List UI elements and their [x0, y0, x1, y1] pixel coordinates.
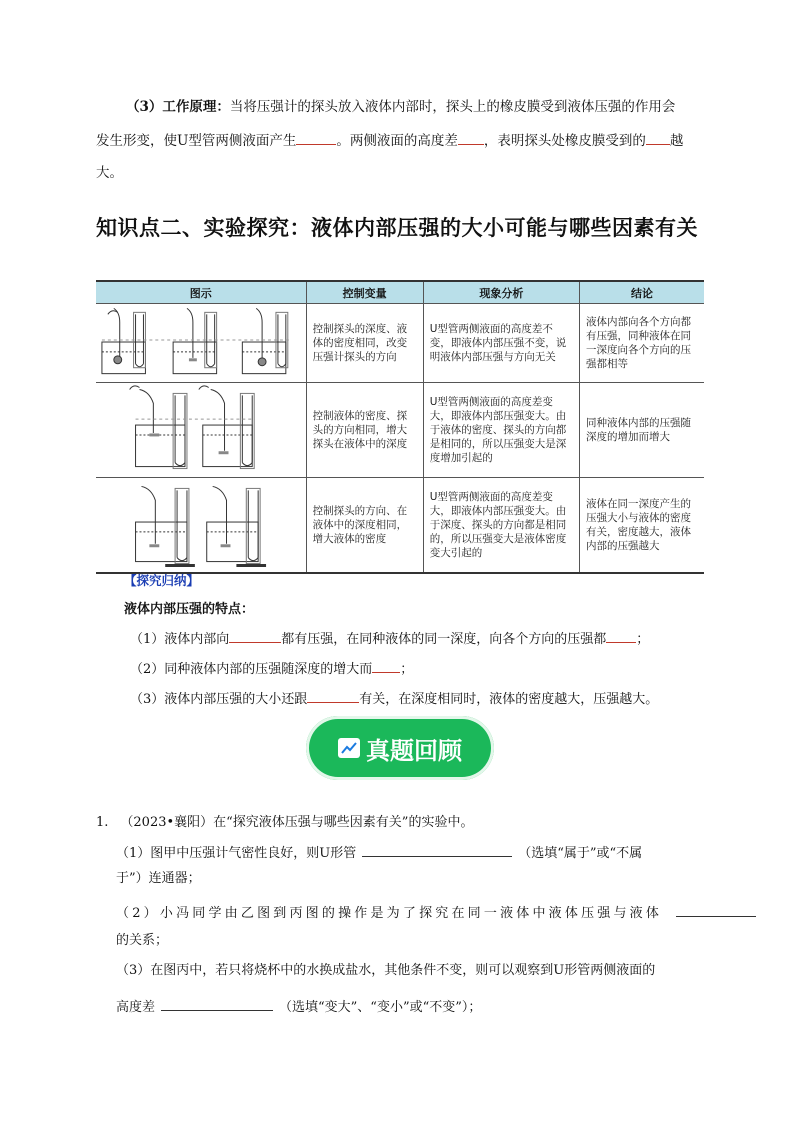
blank-field[interactable]: [296, 130, 336, 145]
question-part-1-cont: 于”）连通器；: [116, 871, 201, 886]
question-part-1: [116, 842, 642, 863]
phenomenon-cell: U型管两侧液面的高度差不变，即液体内部压强不变，说明液体内部压强与方向无关: [423, 304, 579, 383]
principle-text-1: 当将压强计的探头放入液体内部时，探头上的橡皮膜受到液体压强的作用会: [229, 99, 676, 115]
pressure-gauge-depth-diagram: [96, 383, 306, 477]
blank-field[interactable]: [606, 628, 636, 643]
blank-field[interactable]: [646, 130, 670, 145]
table-header: 结论: [580, 281, 704, 304]
answer-field[interactable]: [676, 902, 756, 917]
principle-text-2b: 。两侧液面的高度差: [336, 133, 458, 149]
experiment-table: [96, 280, 704, 574]
answer-field[interactable]: [362, 842, 512, 857]
question-number: 1.: [96, 815, 109, 830]
summary-item-1-text-b: 都有压强，在同种液体的同一深度，向各个方向的压强都: [281, 632, 607, 647]
question-line-1: [96, 814, 473, 832]
diagram-cell: [96, 478, 306, 574]
review-badge: [306, 716, 494, 780]
principle-label: （3）工作原理：: [126, 99, 230, 115]
question-part-2-text-a: （2）小冯同学由乙图到丙图的操作是为了探究在同一液体中液体压强与液体: [116, 906, 663, 921]
question-part-3: （3）在图丙中，若只将烧杯中的水换成盐水，其他条件不变，则可以观察到U形管两侧液面的: [116, 963, 656, 978]
conclusion-cell: 液体在同一深度产生的压强大小与液体的密度有关，密度越大，液体内部的压强越大: [580, 478, 704, 574]
diagram-cell: [96, 304, 306, 383]
pressure-gauge-density-diagram: [96, 478, 306, 572]
control-variable-cell: 控制液体的密度、探头的方向相同，增大探头在液体中的深度: [306, 383, 423, 478]
summary-subhead: 液体内部压强的特点：: [124, 602, 255, 617]
question-part-3-text-c: （选填“变大”、“变小”或“不变”）；: [279, 1000, 482, 1015]
pressure-gauge-direction-diagram: [96, 304, 306, 382]
summary-item-2-text-b: ；: [400, 662, 414, 677]
blank-field[interactable]: [229, 628, 281, 643]
summary-item-2-text-a: （2）同种液体内部的压强随深度的增大而: [130, 662, 373, 677]
blank-field[interactable]: [372, 658, 400, 673]
principle-text-2c: ，表明探头处橡皮膜受到的: [483, 133, 646, 149]
principle-line-2: [96, 126, 716, 156]
summary-item-3-text-a: （3）液体内部压强的大小还跟: [130, 692, 308, 707]
summary-item-3: [130, 688, 658, 707]
question-part-3-text-b: 高度差: [116, 1000, 156, 1015]
question-part-2-cont: 的关系；: [116, 933, 169, 948]
conclusion-cell: 液体内部向各个方向都有压强，同种液体在同一深度向各个方向的压强都相等: [580, 304, 704, 383]
control-variable-cell: 控制探头的深度、液体的密度相同，改变压强计探头的方向: [306, 304, 423, 383]
principle-text-2a: 发生形变，使U型管两侧液面产生: [96, 133, 297, 149]
table-row: [96, 383, 704, 478]
blank-field[interactable]: [458, 130, 484, 145]
question-part-2: [116, 902, 800, 923]
table-row: [96, 478, 704, 574]
answer-field[interactable]: [161, 996, 273, 1011]
table-header: 控制变量: [306, 281, 423, 304]
question-source: （2023•襄阳）在“探究液体压强与哪些因素有关”的实验中。: [120, 815, 474, 830]
diagram-cell: [96, 383, 306, 478]
phenomenon-cell: U型管两侧液面的高度差变大，即液体内部压强变大。由于液体的密度、探头的方向都是相同的，所以压强变大是深度增加引起的: [423, 383, 579, 478]
section-heading: 知识点二、实验探究：液体内部压强的大小可能与哪些因素有关: [96, 216, 698, 240]
table-row: [96, 304, 704, 383]
summary-item-3-text-b: 有关，在深度相同时，液体的密度越大，压强越大。: [359, 692, 659, 707]
badge-label: 真题回顾: [366, 736, 462, 765]
summary-tag: 【探究归纳】: [124, 573, 200, 588]
chart-icon: [338, 738, 360, 758]
principle-line-3: 大。: [96, 165, 123, 181]
table-header: 现象分析: [423, 281, 579, 304]
principle-line-1: [96, 92, 716, 122]
question-part-3-cont: [116, 996, 481, 1017]
table-header: 图示: [96, 281, 306, 304]
phenomenon-cell: U型管两侧液面的高度差变大，即液体内部压强变大。由于深度、探头的方向都是相同的，所以压强变大是液体密度变大引起的: [423, 478, 579, 574]
summary-item-1-text-a: （1）液体内部向: [130, 632, 230, 647]
question-part-1-text-a: （1）图甲中压强计气密性良好，则U形管: [116, 846, 357, 861]
question-part-1-text-b: （选填“属于”或“不属: [518, 846, 643, 861]
principle-text-2d: 越: [669, 133, 684, 149]
summary-item-1-text-c: ；: [636, 632, 650, 647]
summary-item-2: [130, 658, 413, 677]
blank-field[interactable]: [307, 688, 359, 703]
conclusion-cell: 同种液体内部的压强随深度的增加而增大: [580, 383, 704, 478]
summary-item-1: [130, 628, 649, 647]
control-variable-cell: 控制探头的方向、在液体中的深度相同，增大液体的密度: [306, 478, 423, 574]
table-header-row: [96, 281, 704, 304]
